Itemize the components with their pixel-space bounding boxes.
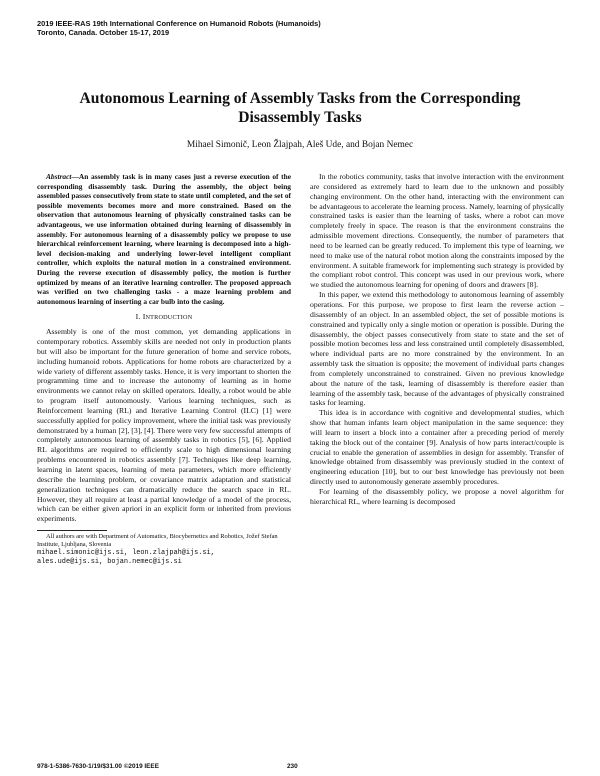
section-title-initial: I — [142, 312, 146, 322]
intro-paragraph: This idea is in accordance with cognitive and developmental studies, which show that human infants learn object manipulation in the same sequence: they will learn to insert a block into a container after a preceding period of merely taking the block out of the container [9]. Analysis of how parts interact/couple is crucial to enable the generation of assemblies in design for assembly. Transfer of knowledge obtained from disassembly was previously studied in the context of engineering education [10], but to our best knowledge has previously not been directly used to autonomously generate assembly procedures. — [310, 408, 564, 487]
conference-header — [37, 19, 557, 38]
intro-paragraph: Assembly is one of the most common, yet demanding applications in contemporary robotics. Assembly skills are needed not only in production plants but will also be important for the future generation of home and service robots, including humanoid robots. Applications for home robots are characterized by a wide variety of different assembly tasks. Hence, it is very important to shorten the programming time and to increase the autonomy of learning as in home environments we cannot relay on skilled operators. Ideally, a robot would be able to program itself autonomously. Various learning techniques, such as Reinforcement learning (RL) and Iterative Learning Control (ILC) [1] were successfully applied for policy improvement, where the initial task was previously demonstrated by a human [2], [3], [4]. There were very few successful attempts of completely autonomous learning of assembly tasks in robotics [5], [6]. Applied RL algorithms are required to efficiently scale to high dimensional learning problems encountered in robotics assembly [7]. Techniques like deep learning, learning in latent spaces, learning of meta parameters, which more efficiently describe the learning problem, or covariance matrix adaptation and statistical generalization techniques can dramatically reduce the search space in RL. However, they all require at least a partial knowledge of a model of the process, which can be either given apriori in an explicit form or inherited from previous experiments. — [37, 327, 291, 524]
abstract-label: Abstract — [46, 172, 72, 181]
right-column — [310, 172, 564, 507]
author-emails-line-2: ales.ude@ijs.si, bojan.nemec@ijs.si — [37, 558, 182, 567]
conference-location: Toronto, Canada. October 15-17, 2019 — [37, 28, 170, 38]
author-affiliation-footnote: All authors are with Department of Automatics, Biocybernetics and Robotics, Jožef Stefan Institute, Ljubljana, Slovenia — [37, 533, 278, 549]
section-number: I. — [135, 312, 143, 322]
abstract-text: —An assembly task is in many cases just a reverse execution of the corresponding disassembly task. During the assembly, the object being assembled passes consecutively from state to state until completed, and the set of possible movements becomes more and more constrained. Based on the observation that autonomous learning of physically constrained tasks can be advantageous, we use information obtained during learning of disassembly in assembly. For autonomous learning of a disassembly policy we propose to use hierarchical reinforcement learning, where learning is decomposed into a high-level decision-making and underlying lower-level intelligent compliant controller, which exploits the natural motion in a constrained environment. During the reverse execution of disassembly policy, the motion is further optimized by means of an iterative learning controller. The proposed approach was verified on two challenging tasks - a maze learning problem and autonomous learning of inserting a car bulb into the casing. — [37, 172, 291, 306]
paper-title: Autonomous Learning of Assembly Tasks from the Corresponding Disassembly Tasks — [79, 90, 521, 126]
footnote-divider — [37, 530, 107, 531]
conference-name: 2019 IEEE-RAS 19th International Conference on Humanoid Robots (Humanoids) — [37, 19, 321, 28]
abstract — [37, 172, 291, 306]
isbn-copyright: 978-1-5386-7630-1/19/$31.00 ©2019 IEEE — [37, 763, 159, 770]
section-title-rest: NTRODUCTION — [145, 314, 193, 322]
page-number: 230 — [287, 763, 298, 770]
left-column — [37, 172, 291, 567]
author-emails-line-1: mihael.simonic@ijs.si, leon.zlajpah@ijs.si, — [37, 549, 215, 558]
intro-paragraph: In this paper, we extend this methodology to autonomous learning of assembly operations. For this purpose, we propose to first learn the reverse action – disassembly of an object. In an assembled object, the set of possible motions is constrained and typically only a single motion or operation is possible. During the disassembly, the object passes consecutively from state to state and the set of possible motion becomes less and less constrained until completely disassembled, where individual parts are no more constrained by the environment. In an assembly task the situation is opposite; the movement of individual parts changes from completely unconstrained to constrained. Given no previous knowledge about the nature of the task, learning of disassembly is therefore easier than learning of the assembly task, because of the advantages of physically constrained tasks for learning. — [310, 290, 564, 408]
paper-authors: Mihael Simonič, Leon Žlajpah, Aleš Ude, and Bojan Nemec — [186, 140, 414, 150]
intro-paragraph: For learning of the disassembly policy, we propose a novel algorithm for hierarchical RL, where learning is decomposed — [310, 487, 564, 506]
section-heading-introduction — [37, 312, 291, 323]
intro-paragraph: In the robotics community, tasks that involve interaction with the environment are considered as extremely hard to learn due to the unknown and possibly changing environment. On the other hand, interacting with the environment can be advantageous to accelerate the learning process. Namely, learning of physically constrained tasks is easier than the learning of tasks, where a robot can move completely freely in space. The reason is that the environment constrains the admissible movement directions. Consequently, the number of parameters that need to be learned can be greatly reduced. To implement this type of learning, we need to make use of the natural robot motion along the constraints imposed by the environment. A suitable framework for implementing such strategy is provided by the compliant robot control. This concept was used in our previous work, where we studied the autonomous learning for opening of doors and drawers [8]. — [310, 172, 564, 290]
